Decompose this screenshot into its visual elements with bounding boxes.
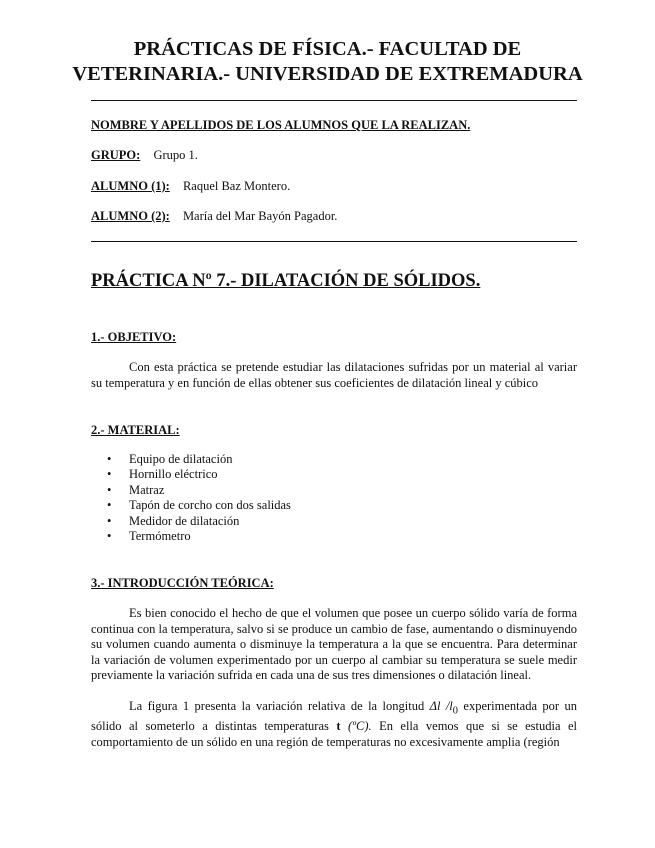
students-heading-text: NOMBRE Y APELLIDOS DE LOS ALUMNOS QUE LA REALIZAN. (91, 118, 471, 132)
length-variation-subscript: 0 (452, 705, 458, 717)
introduction-paragraph-1: Es bien conocido el hecho de que el volumen que posee un cuerpo sólido varía de forma continua con la temperatura, salvo si se produce un cambio de fase, aumentando o disminuyendo su volumen cuando aumenta o disminuye la temperatura a la que se encuentra. Para determinar la variación de volumen experimentado por un cuerpo al cambiar su temperatura se suele medir previamente la variación sufrida en cada una de sus tres dimensiones o dilatación lineal. (91, 606, 577, 682)
length-variation-symbol: Δl /l (429, 699, 453, 713)
introduction-heading: 3.- INTRODUCCIÓN TEÓRICA: (91, 576, 274, 590)
bottom-divider (91, 241, 577, 242)
paragraph-2-text-c: En ella vemos que si se estudia el comportamiento de un sólido en una región de temperaturas no excesivamente amplia (región (91, 719, 577, 749)
objective-heading: 1.- OBJETIVO: (91, 330, 177, 344)
group-field (91, 148, 198, 163)
temperature-unit: (ºC). (340, 719, 372, 733)
list-item-text: Matraz (129, 482, 165, 497)
list-item-text: Equipo de dilatación (129, 452, 233, 466)
student-1-value: Raquel Baz Montero. (182, 179, 291, 193)
temperature-symbol: t (336, 719, 341, 733)
bullet-icon: • (107, 482, 112, 497)
title-line-1: PRÁCTICAS DE FÍSICA.- FACULTAD DE (133, 38, 522, 60)
page-title (60, 37, 595, 87)
bullet-icon: • (107, 513, 112, 528)
material-heading: 2.- MATERIAL: (91, 423, 180, 437)
bullet-icon: • (107, 529, 112, 544)
list-item-text: Tapón de corcho con dos salidas (129, 498, 291, 513)
student-2-value: María del Mar Bayón Pagador. (182, 209, 338, 223)
top-divider (91, 100, 577, 101)
list-item-text: Termómetro (129, 529, 191, 544)
bullet-icon: • (107, 452, 112, 466)
practice-title: PRÁCTICA Nº 7.- DILATACIÓN DE SÓLIDOS. (91, 271, 481, 291)
students-heading (91, 118, 470, 133)
group-label: GRUPO: (91, 148, 141, 162)
title-line-2: VETERINARIA.- UNIVERSIDAD DE EXTREMADURA (72, 63, 583, 85)
list-item (107, 452, 291, 467)
bullet-icon: • (107, 498, 112, 513)
list-item-text: Medidor de dilatación (129, 513, 240, 528)
material-list (107, 452, 291, 544)
list-item (107, 467, 291, 482)
list-item (107, 483, 291, 498)
group-value: Grupo 1. (153, 148, 198, 162)
student-2-field (91, 209, 337, 224)
list-item (107, 514, 291, 529)
objective-text: Con esta práctica se pretende estudiar las dilataciones sufridas por un material al variar su temperatura y en función de ellas obtener sus coeficientes de dilatación lineal y cúbico (91, 360, 577, 390)
paragraph-2-text-a: La figura 1 presenta la variación relativa de la longitud (129, 699, 430, 713)
list-item (107, 498, 291, 513)
introduction-paragraph-2 (91, 699, 577, 750)
list-item-text: Hornillo eléctrico (129, 467, 218, 482)
student-2-label: ALUMNO (2): (91, 209, 170, 223)
list-item (107, 529, 291, 544)
student-1-field (91, 179, 290, 194)
paragraph-2-text-b: experimentada por un sólido al someterlo a distintas temperaturas (91, 699, 577, 733)
student-1-label: ALUMNO (1): (91, 179, 170, 193)
bullet-icon: • (107, 467, 112, 482)
